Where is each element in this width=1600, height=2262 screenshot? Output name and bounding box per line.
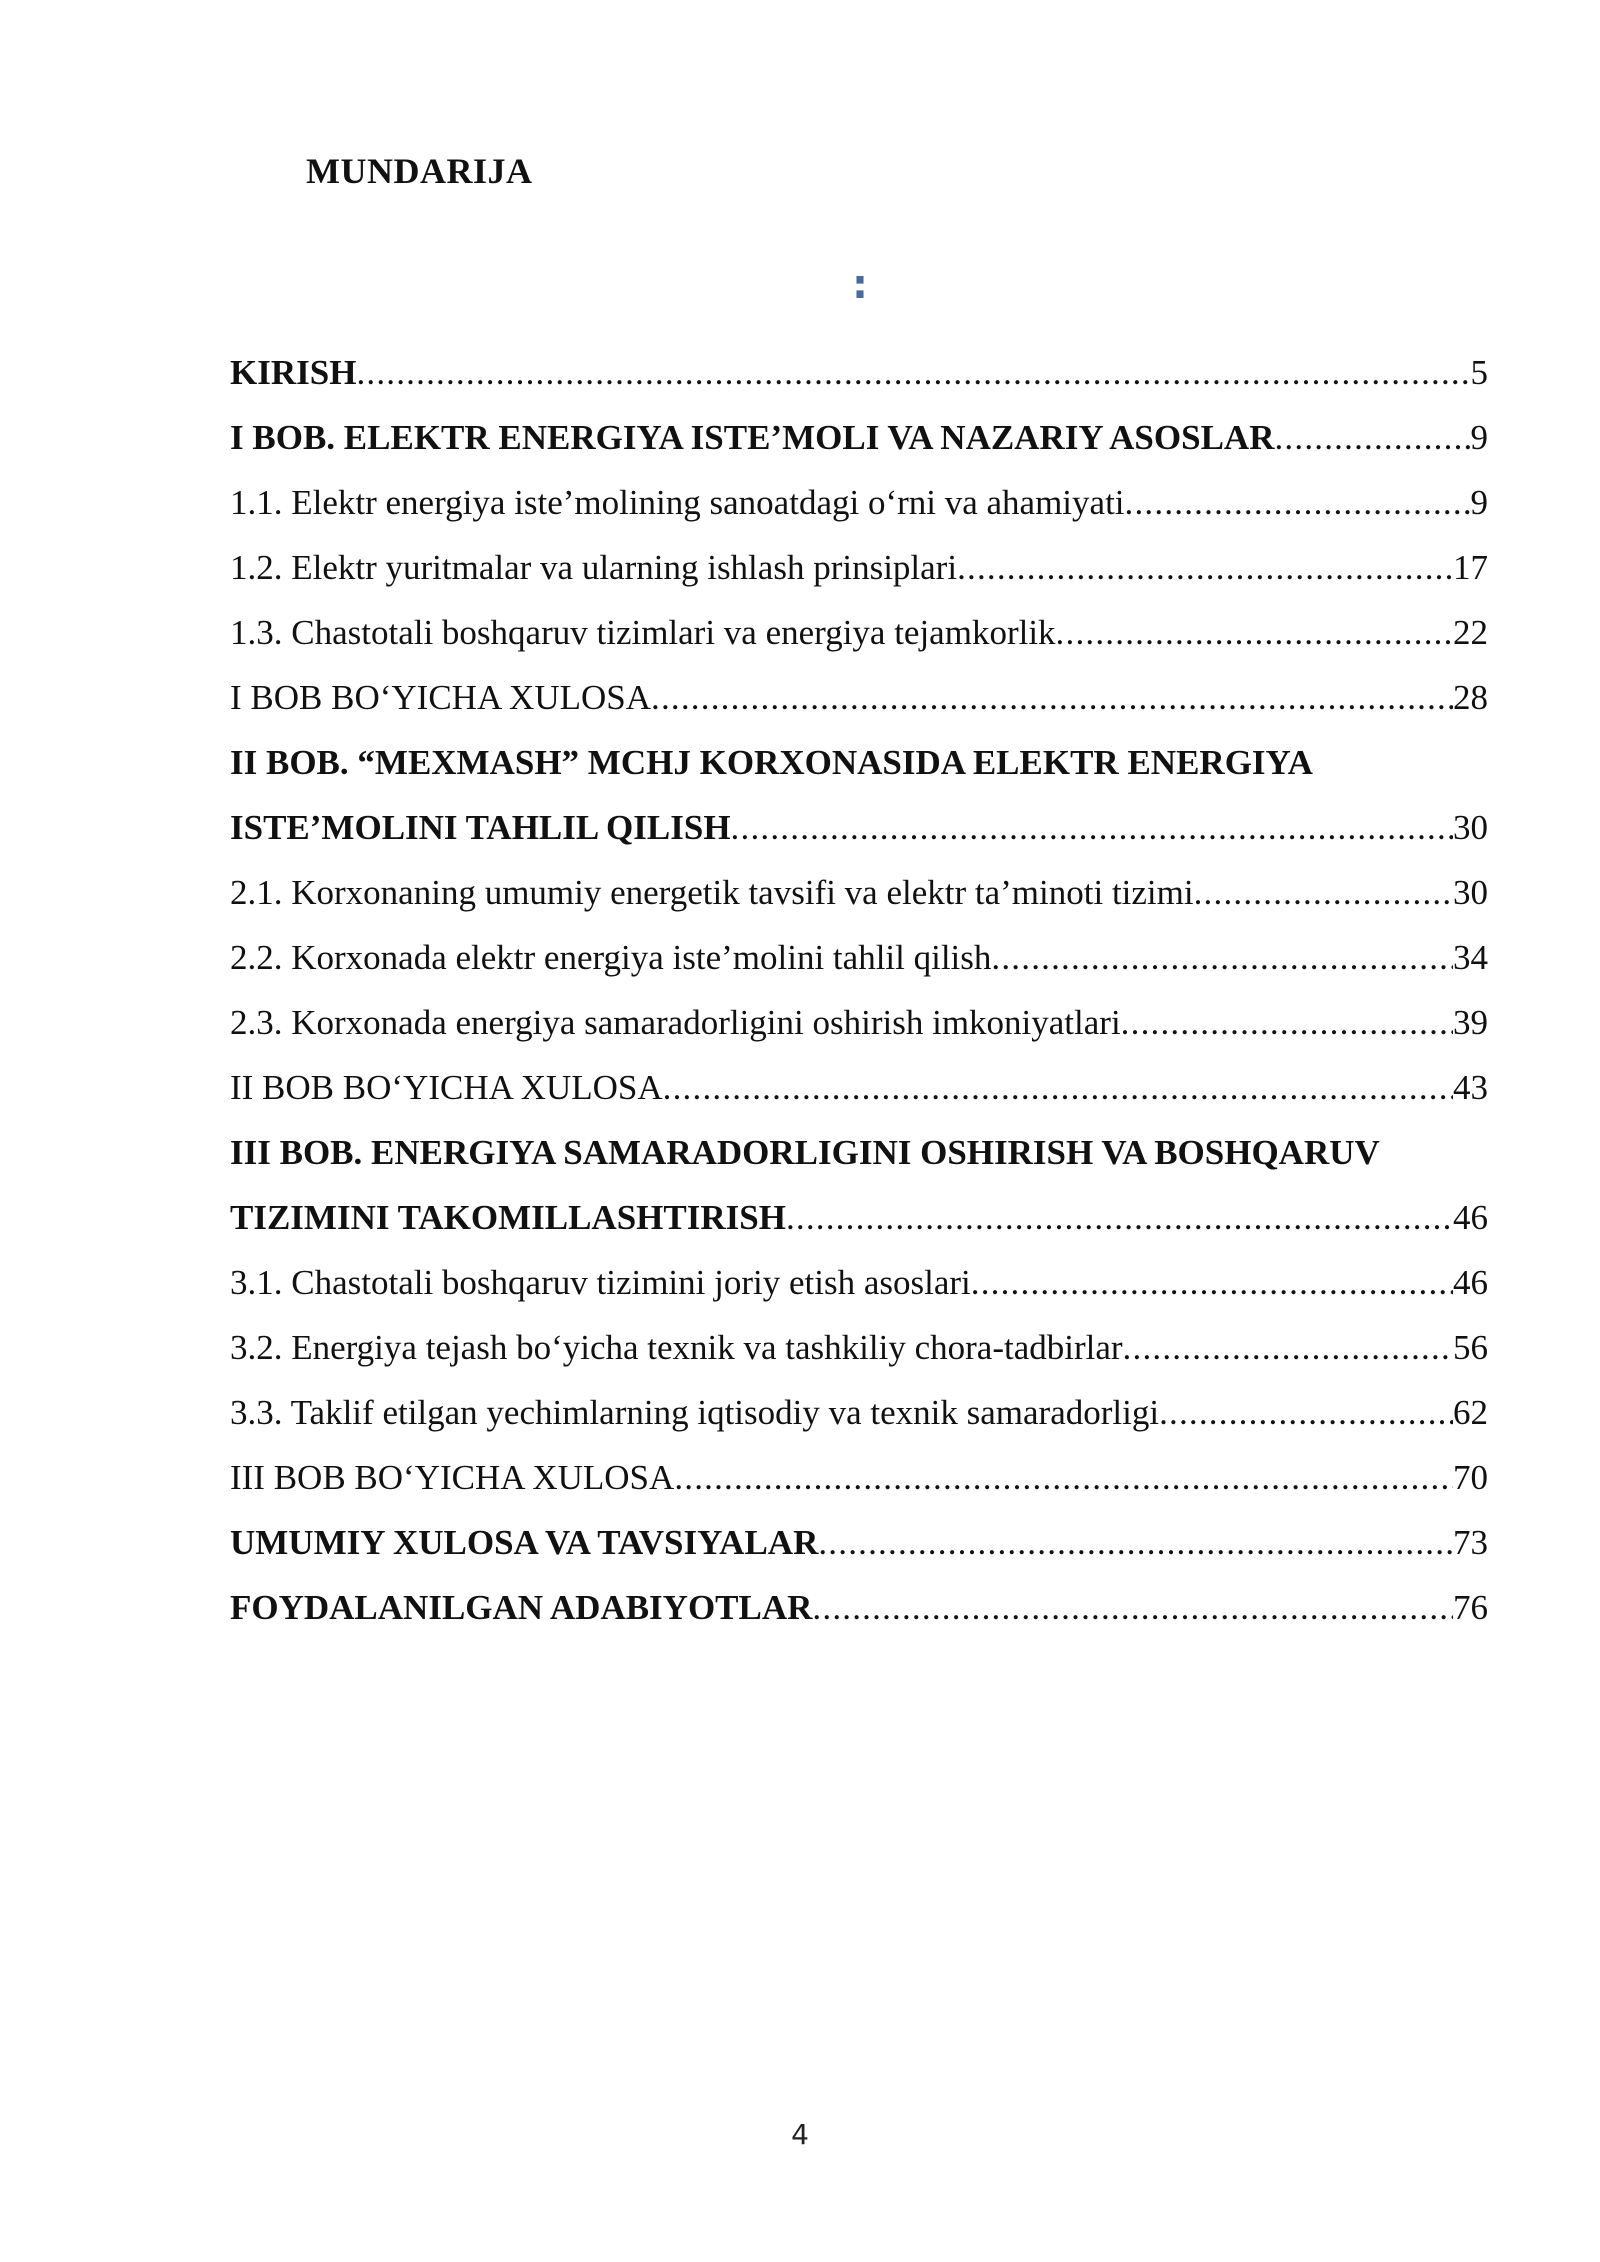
toc-leader bbox=[356, 340, 1470, 405]
toc-entry bbox=[230, 405, 1488, 470]
toc-entry-page: 39 bbox=[1453, 1003, 1488, 1042]
toc-entry-page: 56 bbox=[1453, 1328, 1488, 1367]
toc-leader bbox=[651, 665, 1453, 730]
toc-leader bbox=[1274, 405, 1470, 470]
table-of-contents bbox=[230, 340, 1488, 1640]
toc-leader bbox=[818, 1510, 1453, 1575]
toc-leader bbox=[786, 1185, 1453, 1250]
toc-leader bbox=[1121, 990, 1453, 1055]
toc-leader bbox=[812, 1575, 1453, 1640]
toc-entry bbox=[230, 340, 1488, 405]
toc-leader bbox=[1056, 600, 1453, 665]
toc-entry-text: III BOB. ENERGIYA SAMARADORLIGINI OSHIRISH VA BOSHQARUV bbox=[230, 1133, 1380, 1172]
toc-entry bbox=[230, 600, 1488, 665]
toc-entry-text: I BOB BO‘YICHA XULOSA bbox=[230, 678, 651, 717]
toc-leader bbox=[991, 925, 1453, 990]
toc-entry-page: 34 bbox=[1453, 938, 1488, 977]
toc-entry-text: 3.3. Taklif etilgan yechimlarning iqtisodiy va texnik samaradorligi bbox=[230, 1393, 1160, 1432]
toc-entry-page: 17 bbox=[1453, 548, 1488, 587]
toc-leader bbox=[1125, 470, 1471, 535]
toc-entry bbox=[230, 1055, 1488, 1120]
toc-entry bbox=[230, 795, 1488, 860]
toc-entry-page: 70 bbox=[1453, 1458, 1488, 1497]
toc-entry-page: 43 bbox=[1453, 1068, 1488, 1107]
toc-entry-text: 1.1. Elektr energiya iste’molining sanoatdagi o‘rni va ahamiyati bbox=[230, 483, 1125, 522]
toc-entry bbox=[230, 925, 1488, 990]
toc-entry-text: KIRISH bbox=[230, 353, 357, 392]
toc-entry-page: 76 bbox=[1453, 1588, 1488, 1627]
toc-entry bbox=[230, 990, 1488, 1055]
toc-entry-text: FOYDALANILGAN ADABIYOTLAR bbox=[230, 1588, 813, 1627]
toc-entry-page: 30 bbox=[1453, 873, 1488, 912]
toc-leader bbox=[957, 535, 1453, 600]
toc-entry-page: 73 bbox=[1453, 1523, 1488, 1562]
toc-entry-text: 1.2. Elektr yuritmalar va ularning ishlash prinsiplari bbox=[230, 548, 958, 587]
toc-entry-page: 62 bbox=[1453, 1393, 1488, 1432]
toc-entry bbox=[230, 1250, 1488, 1315]
toc-entry bbox=[230, 470, 1488, 535]
toc-entry bbox=[230, 535, 1488, 600]
toc-entry bbox=[230, 1380, 1488, 1445]
toc-entry-text: UMUMIY XULOSA VA TAVSIYALAR bbox=[230, 1523, 819, 1562]
toc-leader bbox=[1159, 1380, 1453, 1445]
toc-leader bbox=[674, 1445, 1453, 1510]
toc-entry bbox=[230, 1185, 1488, 1250]
toc-entry-page: 22 bbox=[1453, 613, 1488, 652]
toc-leader bbox=[971, 1250, 1453, 1315]
toc-entry-page: 30 bbox=[1453, 808, 1488, 847]
toc-entry-text: III BOB BO‘YICHA XULOSA bbox=[230, 1458, 675, 1497]
toc-entry-page: 46 bbox=[1453, 1263, 1488, 1302]
toc-entry-text: 2.2. Korxonada elektr energiya iste’molini tahlil qilish bbox=[230, 938, 992, 977]
toc-leader bbox=[1123, 1315, 1453, 1380]
toc-title: MUNDARIJA bbox=[306, 151, 533, 191]
toc-entry-text: 3.1. Chastotali boshqaruv tizimini joriy etish asoslari bbox=[230, 1263, 971, 1302]
toc-entry-text: II BOB. “MEXMASH” MCHJ KORXONASIDA ELEKTR ENERGIYA bbox=[230, 743, 1313, 782]
toc-entry-page: 5 bbox=[1470, 353, 1488, 392]
toc-entry-page: 46 bbox=[1453, 1198, 1488, 1237]
toc-entry bbox=[230, 1315, 1488, 1380]
separator-mark: : bbox=[852, 262, 868, 308]
toc-entry-text: I BOB. ELEKTR ENERGIYA ISTE’MOLI VA NAZARIY ASOSLAR bbox=[230, 418, 1275, 457]
toc-leader bbox=[731, 795, 1453, 860]
toc-entry bbox=[230, 860, 1488, 925]
toc-entry-text: 2.1. Korxonaning umumiy energetik tavsifi va elektr ta’minoti tizimi bbox=[230, 873, 1194, 912]
toc-entry-page: 9 bbox=[1470, 418, 1488, 457]
toc-entry-text: ISTE’MOLINI TAHLIL QILISH bbox=[230, 808, 731, 847]
toc-leader bbox=[1194, 860, 1453, 925]
toc-entry bbox=[230, 1445, 1488, 1510]
toc-entry-text: 1.3. Chastotali boshqaruv tizimlari va energiya tejamkorlik bbox=[230, 613, 1056, 652]
toc-entry bbox=[230, 665, 1488, 730]
toc-entry bbox=[230, 1120, 1488, 1185]
toc-entry bbox=[230, 730, 1488, 795]
toc-entry bbox=[230, 1575, 1488, 1640]
toc-entry-text: 3.2. Energiya tejash bo‘yicha texnik va tashkiliy chora-tadbirlar bbox=[230, 1328, 1123, 1367]
toc-entry bbox=[230, 1510, 1488, 1575]
toc-entry-text: 2.3. Korxonada energiya samaradorligini oshirish imkoniyatlari bbox=[230, 1003, 1121, 1042]
toc-entry-page: 9 bbox=[1470, 483, 1488, 522]
toc-leader bbox=[663, 1055, 1453, 1120]
page-number: 4 bbox=[791, 2118, 809, 2151]
toc-entry-page: 28 bbox=[1453, 678, 1488, 717]
toc-entry-text: II BOB BO‘YICHA XULOSA bbox=[230, 1068, 663, 1107]
toc-entry-text: TIZIMINI TAKOMILLASHTIRISH bbox=[230, 1198, 786, 1237]
